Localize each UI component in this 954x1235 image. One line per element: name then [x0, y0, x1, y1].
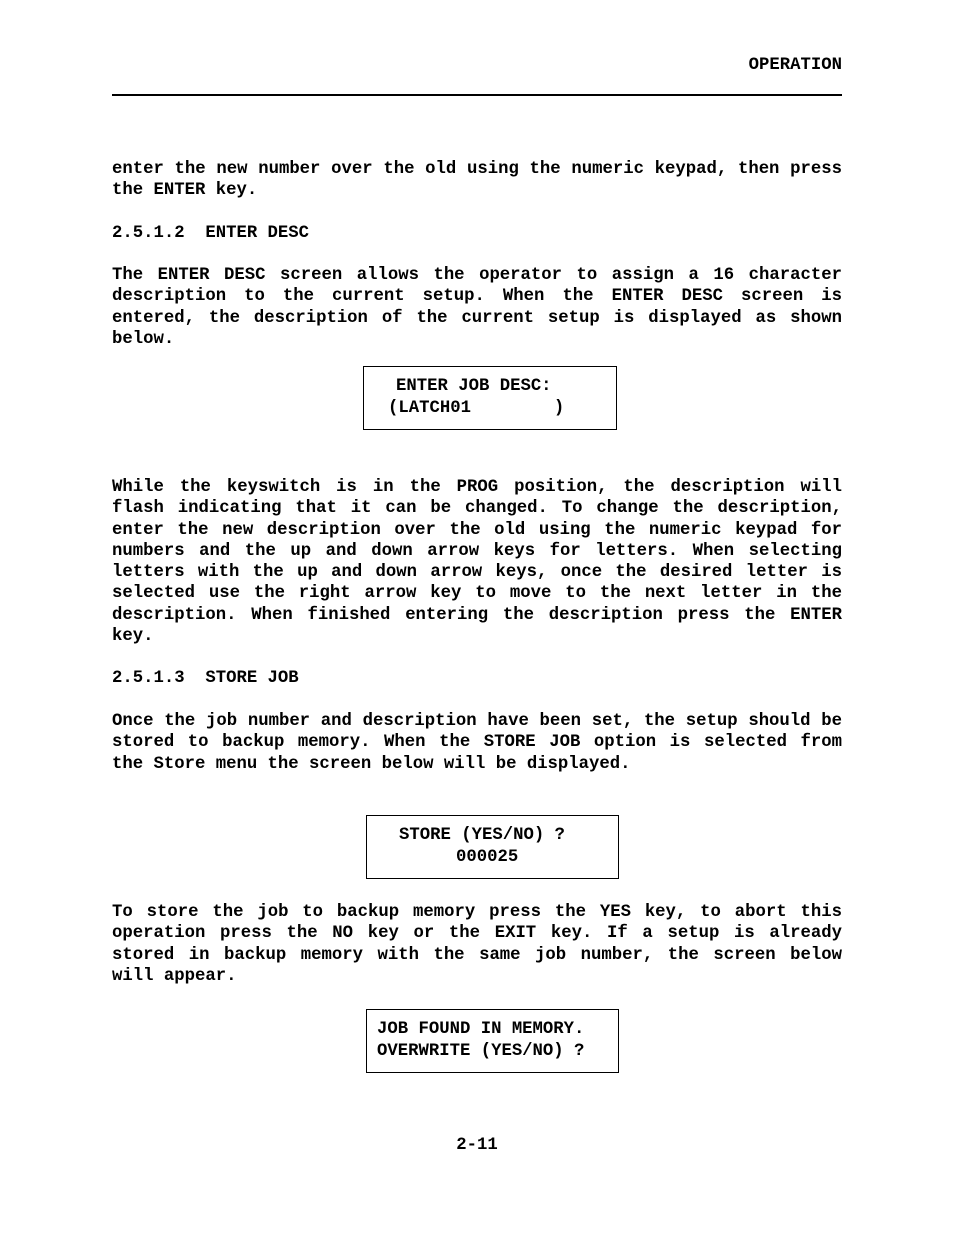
store-instructions-paragraph: To store the job to backup memory press the YES key, to abort this operation press the NO key or the EXIT key. If a setup is already stored in backup memory with the same job number, the screen below will appear.: [112, 903, 842, 986]
store-job-paragraph: Once the job number and description have been set, the setup should be stored to backup memory. When the STORE JOB option is selected from the Store menu the screen below will be displayed.: [112, 712, 842, 774]
lcd-line-2: 000025: [456, 848, 519, 867]
lcd-line-2: OVERWRITE (YES/NO) ?: [377, 1042, 585, 1061]
lcd-screen-job-found: [366, 1009, 619, 1073]
lcd-screen-enter-job-desc: [363, 366, 617, 430]
page-header-title: OPERATION: [748, 56, 842, 75]
lcd-line-1: STORE (YES/NO) ?: [399, 826, 565, 845]
section-heading-store-job: 2.5.1.3 STORE JOB: [112, 669, 299, 688]
lcd-line-2: (LATCH01 ): [388, 399, 565, 418]
section-heading-enter-desc: 2.5.1.2 ENTER DESC: [112, 224, 310, 243]
enter-desc-paragraph: The ENTER DESC screen allows the operator to assign a 16 character description to the current setup. When the ENTER DESC screen is entered, the description of the current setup is displayed as shown below.: [112, 266, 842, 349]
header-rule: [112, 94, 842, 96]
page-number: 2-11: [456, 1136, 498, 1155]
lcd-screen-store-confirm: [366, 815, 619, 879]
intro-continuation-paragraph: enter the new number over the old using the numeric keypad, then press the ENTER key.: [112, 160, 842, 201]
lcd-line-1: ENTER JOB DESC:: [396, 377, 552, 396]
lcd-line-1: JOB FOUND IN MEMORY.: [377, 1020, 585, 1039]
keyswitch-paragraph: While the keyswitch is in the PROG position, the description will flash indicating that it can be changed. To change the description, enter the new description over the old using the numeric keypad for numbers and the up and down arrow keys for letters. When selecting letters with the up and down arrow keys, once the desired letter is selected use the right arrow key to move to the next letter in the description. When finished entering the description press the ENTER key.: [112, 478, 842, 647]
